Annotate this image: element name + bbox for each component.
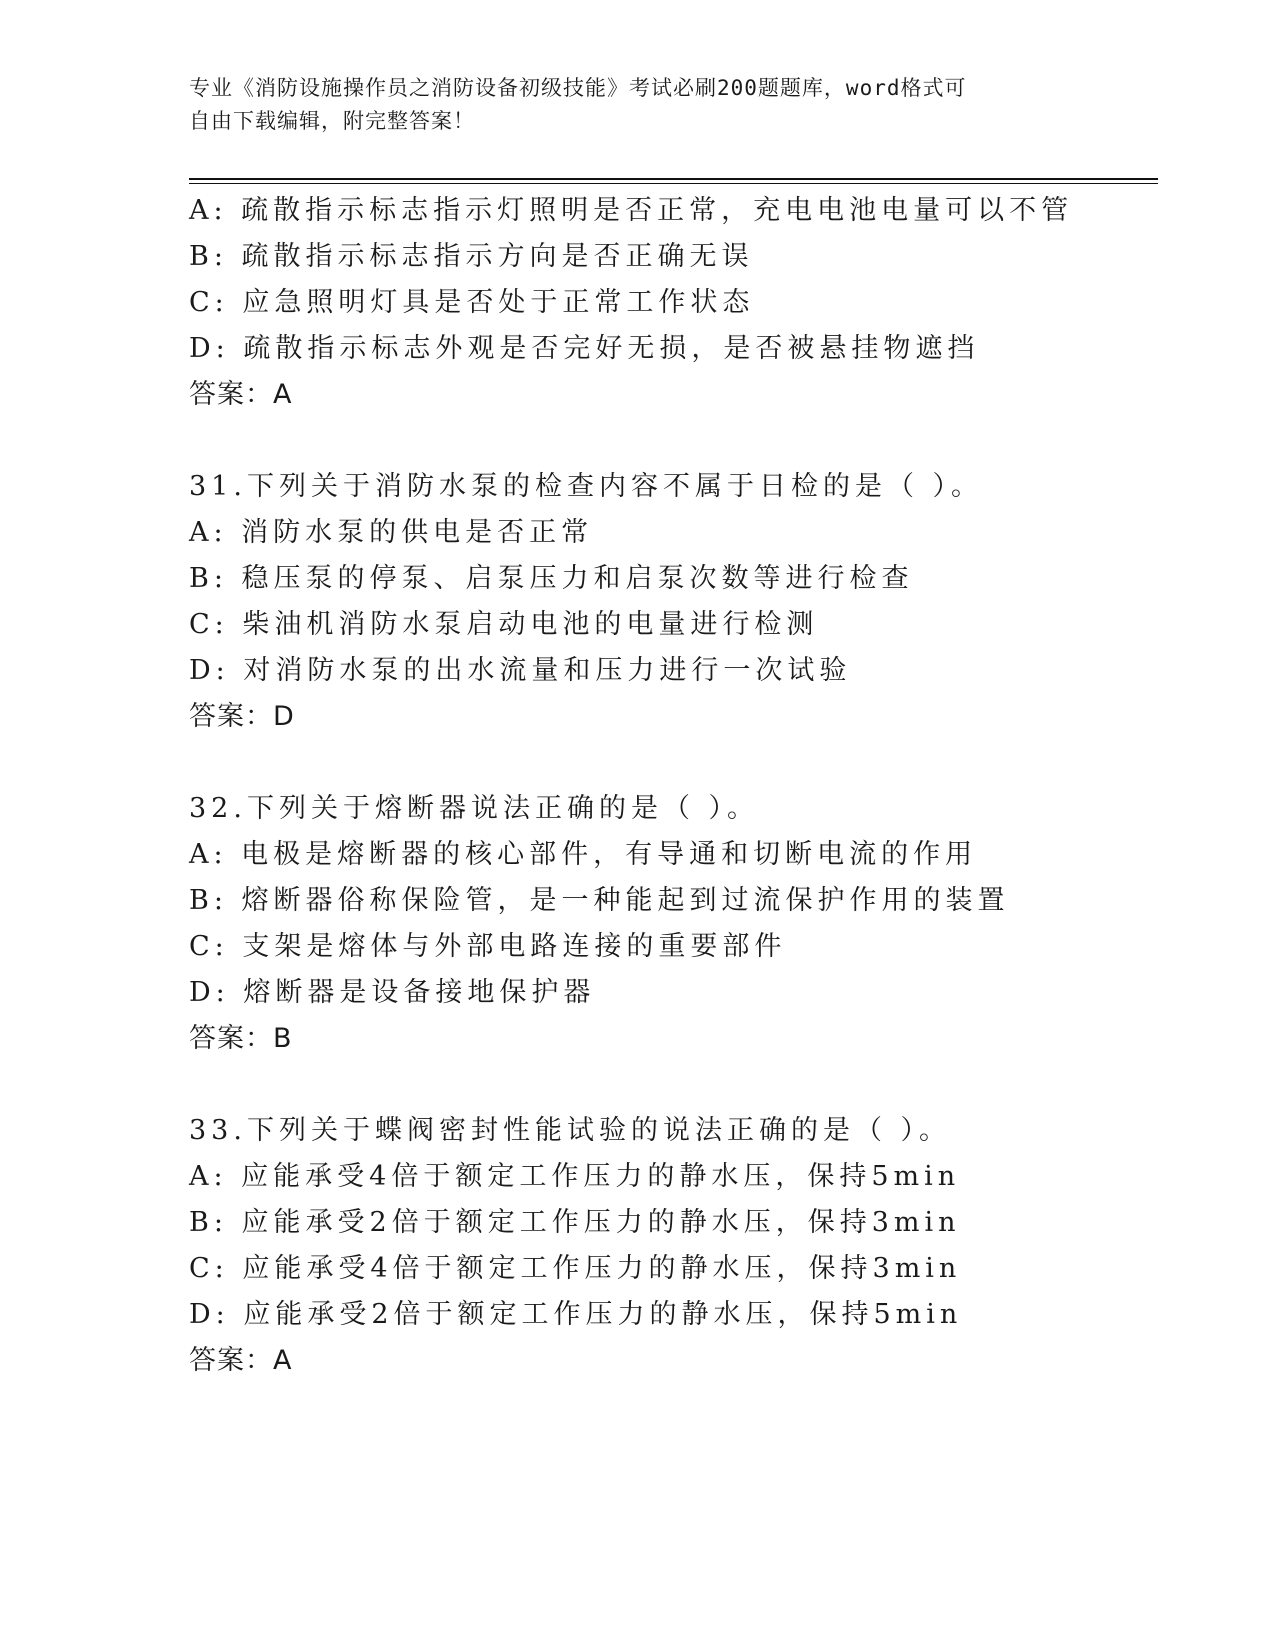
option-b: B: 稳压泵的停泵、启泵压力和启泵次数等进行检查 — [189, 563, 914, 594]
option-a: A: 消防水泵的供电是否正常 — [189, 517, 594, 548]
header-divider-thin — [189, 183, 1158, 184]
option-b: B: 熔断器俗称保险管，是一种能起到过流保护作用的装置 — [189, 885, 1010, 916]
option-a: A: 疏散指示标志指示灯照明是否正常，充电电池电量可以不管 — [189, 195, 1074, 226]
header-divider-thick — [189, 178, 1158, 180]
spacer — [189, 740, 1149, 786]
answer-line: 答案：A — [189, 379, 293, 410]
option-c: C: 柴油机消防水泵启动电池的电量进行检测 — [189, 609, 819, 640]
answer-line: 答案：A — [189, 1345, 293, 1376]
question-33 — [189, 1108, 1149, 1384]
option-c: C: 支架是熔体与外部电路连接的重要部件 — [189, 931, 787, 962]
option-d: D: 应能承受2倍于额定工作压力的静水压，保持5min — [189, 1299, 963, 1330]
option-d: D: 疏散指示标志外观是否完好无损，是否被悬挂物遮挡 — [189, 333, 980, 364]
spacer — [189, 418, 1149, 464]
option-d: D: 熔断器是设备接地保护器 — [189, 977, 596, 1008]
option-c: C: 应能承受4倍于额定工作压力的静水压，保持3min — [189, 1253, 962, 1284]
header-title-line-2: 自由下载编辑，附完整答案！ — [189, 109, 475, 133]
spacer — [189, 1062, 1149, 1108]
question-stem: 32.下列关于熔断器说法正确的是（ ）。 — [189, 793, 760, 824]
question-stem: 33.下列关于蝶阀密封性能试验的说法正确的是（ ）。 — [189, 1115, 952, 1146]
option-b: B: 疏散指示标志指示方向是否正确无误 — [189, 241, 754, 272]
question-stem: 31.下列关于消防水泵的检查内容不属于日检的是（ ）。 — [189, 471, 984, 502]
option-a: A: 应能承受4倍于额定工作压力的静水压，保持5min — [189, 1161, 961, 1192]
header-title-line-1: 专业《消防设施操作员之消防设备初级技能》考试必刷200题题库，word格式可 — [189, 76, 967, 100]
question-32 — [189, 786, 1149, 1062]
answer-line: 答案：B — [189, 1023, 293, 1054]
option-d: D: 对消防水泵的出水流量和压力进行一次试验 — [189, 655, 852, 686]
option-b: B: 应能承受2倍于额定工作压力的静水压，保持3min — [189, 1207, 961, 1238]
question-31 — [189, 464, 1149, 740]
question-list — [189, 188, 1149, 1384]
option-a: A: 电极是熔断器的核心部件，有导通和切断电流的作用 — [189, 839, 978, 870]
question-30-continued — [189, 188, 1149, 418]
option-c: C: 应急照明灯具是否处于正常工作状态 — [189, 287, 755, 318]
document-header — [189, 72, 1069, 138]
answer-line: 答案：D — [189, 701, 295, 732]
